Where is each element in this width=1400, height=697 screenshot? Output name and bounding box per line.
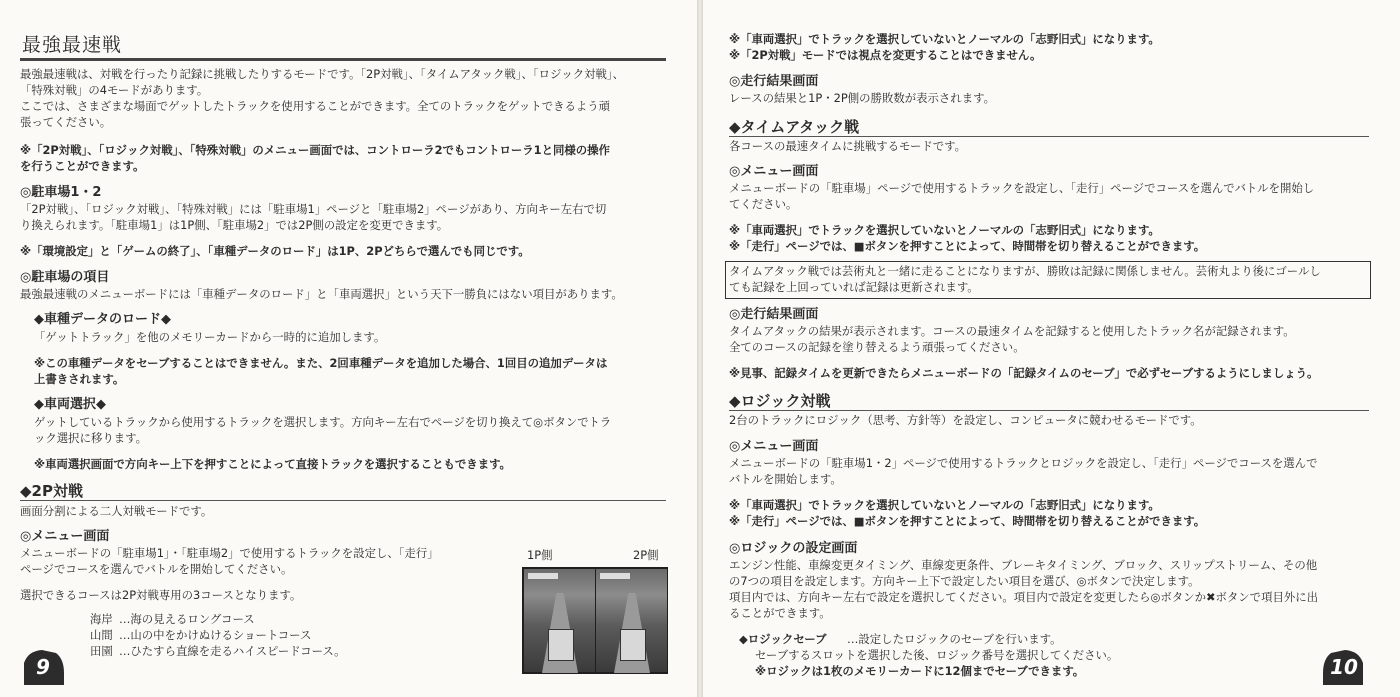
logic-note-1: ※「車両選択」でトラックを選択していないとノーマルの「志野旧式」になります。 [729, 498, 1160, 512]
ta-menu-body-2: てください。 [729, 197, 798, 211]
timeattack-body: 各コースの最速タイムに挑戦するモードです。 [729, 139, 967, 153]
logic-save-heading: ◆ロジックセーブ [739, 632, 827, 646]
menu-heading: ◎メニュー画面 [20, 529, 110, 544]
page-number-badge [1321, 645, 1367, 687]
load-note-1: ※この車種データをセーブすることはできません。また、2回車種データを追加した場合、1回目の追加データは [34, 356, 608, 370]
course-desc: …ひたすら直線を走るハイスピードコース。 [119, 644, 346, 658]
parking-body-2: り換えられます。「駐車場1」は1P側、「駐車場2」では2P側の設定を変更できます。 [20, 218, 449, 232]
right-page [703, 0, 1400, 697]
course-desc: …海の見えるロングコース [119, 612, 255, 626]
timeattack-heading: ◆タイムアタック戦 [729, 118, 860, 136]
course-name: 山間 [90, 628, 113, 642]
logic-menu-heading: ◎メニュー画面 [729, 439, 819, 454]
ta-result-heading: ◎走行結果画面 [729, 307, 819, 322]
top-note-1: ※「車両選択」でトラックを選択していないとノーマルの「志野旧式」になります。 [729, 32, 1160, 46]
menu-body-2: ページでコースを選んでバトルを開始してください。 [20, 562, 293, 576]
result-heading: ◎走行結果画面 [729, 74, 819, 89]
intro-line-3: ここでは、さまざまな場面でゲットしたトラックを使用することができます。全てのトラックをゲットできるよう頑 [20, 99, 611, 113]
select-body-1: ゲットしているトラックから使用するトラックを選択します。方向キー左右でページを切り換えて◎ボタンでトラ [34, 415, 612, 429]
parking-note: ※「環境設定」と「ゲームの終了」、「車種データのロード」は1P、2Pどちらで選んでも同じです。 [20, 244, 530, 258]
logic-body: 2台のトラックにロジック（思考、方針等）を設定し、コンピュータに競わせるモードです。 [729, 413, 1202, 427]
logic-set-body-3: 項目内では、方向キー左右で設定を選択してください。項目内で設定を変更したら◎ボタンか✖ボタンで項目外に出 [729, 590, 1319, 604]
result-body: レースの結果と1P・2P側の勝敗数が表示されます。 [729, 91, 995, 105]
select-heading: ◆車両選択◆ [34, 397, 106, 412]
intro-line-1: 最強最速戦は、対戦を行ったり記録に挑戦したりするモードです。「2P対戦」、「タイムアタック戦」、「ロジック対戦」、 [20, 67, 625, 81]
ta-note-1: ※「車両選択」でトラックを選択していないとノーマルの「志野旧式」になります。 [729, 223, 1160, 237]
ta-box-line-2: ても記録を上回っていれば記録は更新されます。 [729, 280, 979, 294]
controller-note-2: を行うことができます。 [20, 159, 145, 173]
logic-menu-body-2: バトルを開始します。 [729, 472, 842, 486]
logic-set-body-4: ることができます。 [729, 606, 831, 620]
menu-body-1: メニューボードの「駐車場1」・「駐車場2」で使用するトラックを設定し、「走行」 [20, 546, 439, 560]
split-screen-screenshot [522, 567, 668, 674]
logic-set-heading: ◎ロジックの設定画面 [729, 541, 858, 556]
left-page [0, 0, 697, 697]
parking-body-1: 「2P対戦」、「ロジック対戦」、「特殊対戦」には「駐車場1」ページと「駐車場2」ページがあり、方向キー左右で切 [20, 202, 607, 216]
parking-heading: ◎駐車場1・2 [20, 185, 102, 200]
select-body-2: ック選択に移ります。 [34, 431, 147, 445]
shot-label-1p: 1P側 [527, 548, 553, 562]
course-name: 海岸 [90, 612, 113, 626]
ta-result-body-2: 全てのコースの記録を塗り替えるよう頑張ってください。 [729, 340, 1025, 354]
items-body: 最強最速戦のメニューボードには「車種データのロード」と「車両選択」という天下一勝負にはない項目があります。 [20, 287, 623, 301]
vs-body: 画面分割による二人対戦モードです。 [20, 504, 213, 518]
ta-menu-body-1: メニューボードの「駐車場」ページで使用するトラックを設定し、「走行」ページでコースを選んでバトルを開始し [729, 181, 1315, 195]
shot-label-2p: 2P側 [633, 548, 659, 562]
logic-save-note: ※ロジックは1枚のメモリーカードに12個までセーブできます。 [755, 664, 1085, 678]
top-note-2: ※「2P対戦」モードでは視点を変更することはできません。 [729, 48, 1042, 62]
logic-note-2: ※「走行」ページでは、■ボタンを押すことによって、時間帯を切り替えることができます。 [729, 514, 1206, 528]
items-heading: ◎駐車場の項目 [20, 270, 110, 285]
screenshot-2p-view [596, 569, 667, 672]
load-heading: ◆車種データのロード◆ [34, 312, 171, 327]
controller-note-1: ※「2P対戦」、「ロジック対戦」、「特殊対戦」のメニュー画面では、コントローラ2でもコントローラ1と同様の操作 [20, 143, 610, 157]
logic-set-body-2: の7つの項目を設定します。方向キー上下で設定したい項目を選び、◎ボタンで決定します。 [729, 574, 1200, 588]
page-number: 9 [36, 655, 50, 679]
courses-intro: 選択できるコースは2P対戦専用の3コースとなります。 [20, 588, 302, 602]
logic-save-desc: …設定したロジックのセーブを行います。 [847, 632, 1062, 646]
title-rule [20, 58, 666, 61]
course-desc: …山の中をかけぬけるショートコース [119, 628, 312, 642]
timeattack-rule [729, 136, 1369, 137]
ta-note-2: ※「走行」ページでは、■ボタンを押すことによって、時間帯を切り替えることができます。 [729, 239, 1206, 253]
ta-result-body-1: タイムアタックの結果が表示されます。コースの最速タイムを記録すると使用したトラック名が記録されます。 [729, 324, 1295, 338]
vs-rule [20, 500, 666, 501]
page-number-badge [20, 645, 66, 687]
select-note: ※車両選択画面で方向キー上下を押すことによって直接トラックを選択することもできます。 [34, 457, 511, 471]
vs-heading: ◆2P対戦 [20, 482, 83, 500]
logic-heading: ◆ロジック対戦 [729, 392, 831, 410]
ta-menu-heading: ◎メニュー画面 [729, 164, 819, 179]
ta-result-note: ※見事、記録タイムを更新できたらメニューボードの「記録タイムのセーブ」で必ずセーブするようにしましょう。 [729, 366, 1319, 380]
load-note-2: 上書きされます。 [34, 372, 125, 386]
page-number: 10 [1330, 655, 1358, 679]
load-body: 「ゲットトラック」を他のメモリーカードから一時的に追加します。 [34, 330, 386, 344]
course-name: 田園 [90, 644, 113, 658]
intro-line-2: 「特殊対戦」の4モードがあります。 [20, 83, 209, 97]
logic-menu-body-1: メニューボードの「駐車場1・2」ページで使用するトラックとロジックを設定し、「走行」ページでコースを選んで [729, 456, 1318, 470]
page-title: 最強最速戦 [22, 34, 123, 56]
logic-rule [729, 410, 1369, 411]
intro-line-4: 張ってください。 [20, 115, 112, 129]
ta-box-line-1: タイムアタック戦では芸術丸と一緒に走ることになりますが、勝敗は記録に関係しません。芸術丸より後にゴールし [729, 264, 1321, 278]
logic-save-body: セーブするスロットを選択した後、ロジック番号を選択してください。 [755, 648, 1119, 662]
screenshot-1p-view [524, 569, 595, 672]
logic-set-body-1: エンジン性能、車線変更タイミング、車線変更条件、ブレーキタイミング、ブロック、スリップストリーム、その他 [729, 558, 1318, 572]
